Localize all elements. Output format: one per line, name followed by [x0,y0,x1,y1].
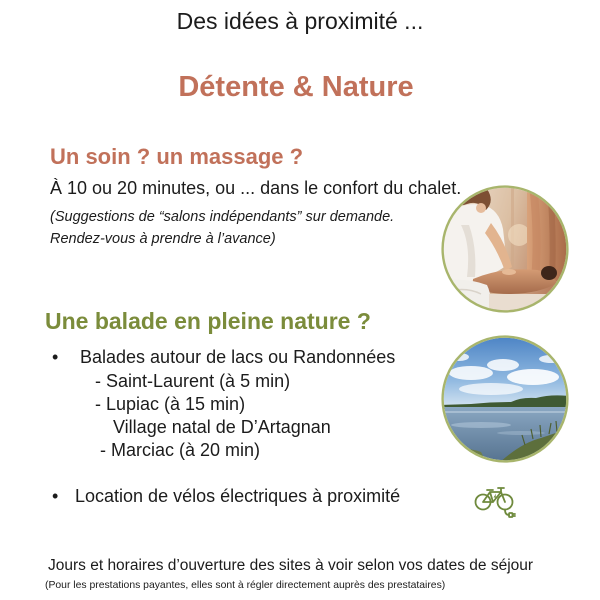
massage-heading: Un soin ? un massage ? [50,144,304,169]
nature-heading: Une balade en pleine nature ? [45,308,371,334]
bullet-icon: • [52,486,59,506]
bullet-icon: • [52,347,59,367]
destination-saint-laurent: - Saint-Laurent (à 5 min) [95,371,291,391]
footer-payment-note: (Pour les prestations payantes, elles sont à régler directement auprès des prestataires) [45,580,446,591]
footer-opening-hours-note: Jours et horaires d’ouverture des sites à voir selon vos dates de séjour [48,557,534,574]
destination-lupiac-note: Village natal de D’Artagnan [113,417,331,437]
walks-list-item: Balades autour de lacs ou Randonnées [80,347,396,367]
massage-note-line-2: Rendez-vous à prendre à l’avance) [50,231,276,247]
section-title: Détente & Nature [178,71,414,103]
massage-photo [441,185,569,313]
page-title: Des idées à proximité ... [176,8,424,34]
massage-description: À 10 ou 20 minutes, ou ... dans le confort du chalet. [50,178,462,198]
destination-marciac: - Marciac (à 20 min) [100,440,261,460]
destination-lupiac: - Lupiac (à 15 min) [95,394,246,414]
electric-bike-icon [474,484,516,520]
lake-photo [441,335,569,463]
massage-note-line-1: (Suggestions de “salons indépendants” sur demande. [50,209,395,225]
bike-rental-list-item: Location de vélos électriques à proximité [75,486,401,506]
